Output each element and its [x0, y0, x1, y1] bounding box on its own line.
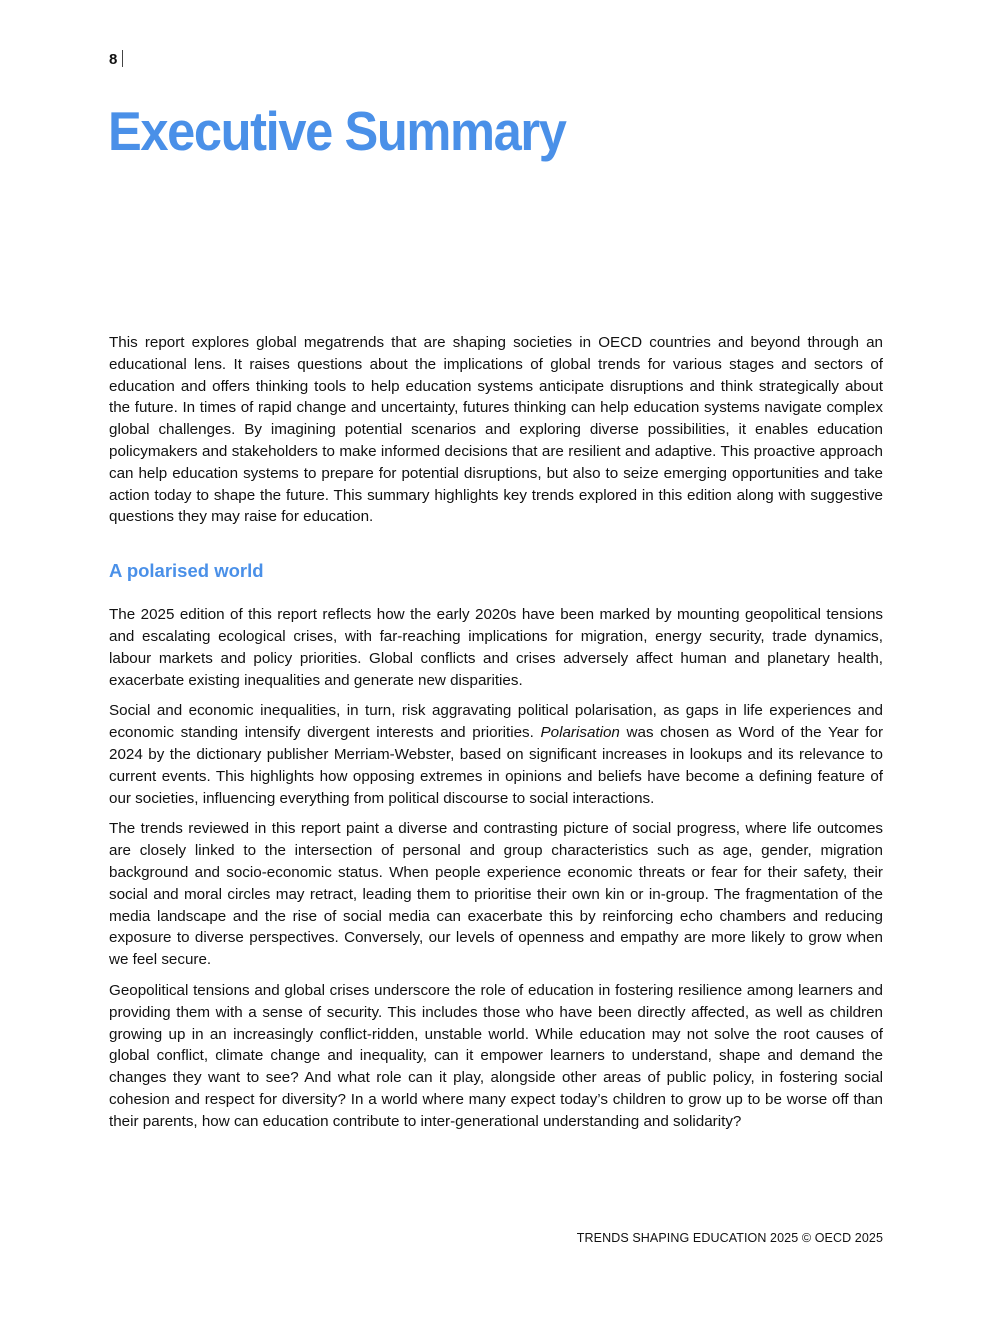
- polarisation-term: Polarisation: [540, 724, 620, 742]
- page-number: [109, 50, 123, 70]
- page-number-divider: [122, 50, 123, 67]
- section-paragraph-2: [109, 700, 883, 809]
- section-heading: A polarised world: [109, 560, 264, 582]
- intro-paragraph: This report explores global megatrends that are shaping societies in OECD countries and beyond through an educational lens. It raises questions about the implications of global trends for various stages and sectors of education and offers thinking tools to help education systems anticipate disruptions and think strategically about the future. In times of rapid change and uncertainty, futures thinking can help education systems navigate complex global challenges. By imagining potential scenarios and exploring diverse possibilities, it enables education policymakers and stakeholders to make informed decisions that are resilient and adaptive. This proactive approach can help education systems to prepare for potential disruptions, but also to seize emerging opportunities and take action today to shape the future. This summary highlights key trends explored in this edition along with suggestive questions they may raise for education.: [109, 334, 883, 526]
- section-paragraph-1: The 2025 edition of this report reflects how the early 2020s have been marked by mounting geopolitical tensions and escalating ecological crises, with far-reaching implications for migration, energy security, trade dynamics, labour markets and policy priorities. Global conflicts and crises adversely affect human and planetary health, exacerbate existing inequalities and generate new disparities.: [109, 606, 883, 689]
- section-paragraph-3: The trends reviewed in this report paint a diverse and contrasting picture of social progress, where life outcomes are closely linked to the intersection of personal and group characteristics such as age, gender, migration background and socio-economic status. When people experience economic threats or fear for their safety, their social and moral circles may retract, leading them to prioritise their own kin or in-group. The fragmentation of the media landscape and the rise of social media can exacerbate this by reinforcing echo chambers and reducing exposure to diverse perspectives. Conversely, our levels of openness and empathy are more likely to grow when we feel secure.: [109, 820, 883, 969]
- main-content: [109, 332, 883, 1133]
- page-title: Executive Summary: [108, 100, 566, 162]
- paragraph-2-text-end: was chosen as Word of the Year for 2024 by the dictionary publisher Merriam-Webster, based on significant increases in lookups and its relevance to current events. This highlights how opposing extremes in opinions and beliefs have become a defining feature of our societies, influencing everything from political discourse to social interactions.: [109, 724, 884, 807]
- paragraph-2-text-start: Social and economic inequalities, in turn, risk aggravating political polarisation, as gaps in life experiences and economic standing intensify divergent interests and priorities.: [109, 702, 883, 742]
- page-number-value: 8: [109, 51, 118, 68]
- footer-copyright: TRENDS SHAPING EDUCATION 2025 © OECD 2025: [576, 1231, 883, 1245]
- section-paragraph-4: Geopolitical tensions and global crises underscore the role of education in fostering resilience among learners and providing them with a sense of security. This includes those who have been directly affected, as well as children growing up in an increasingly conflict-ridden, unstable world. While education may not solve the root causes of global conflict, climate change and inequality, can it empower learners to understand, shape and demand the changes they want to see? And what role can it play, alongside other areas of public policy, in fostering social cohesion and respect for diversity? In a world where many expect today’s children to grow up to be worse off than their parents, how can education contribute to inter-generational understanding and solidarity?: [109, 981, 883, 1130]
